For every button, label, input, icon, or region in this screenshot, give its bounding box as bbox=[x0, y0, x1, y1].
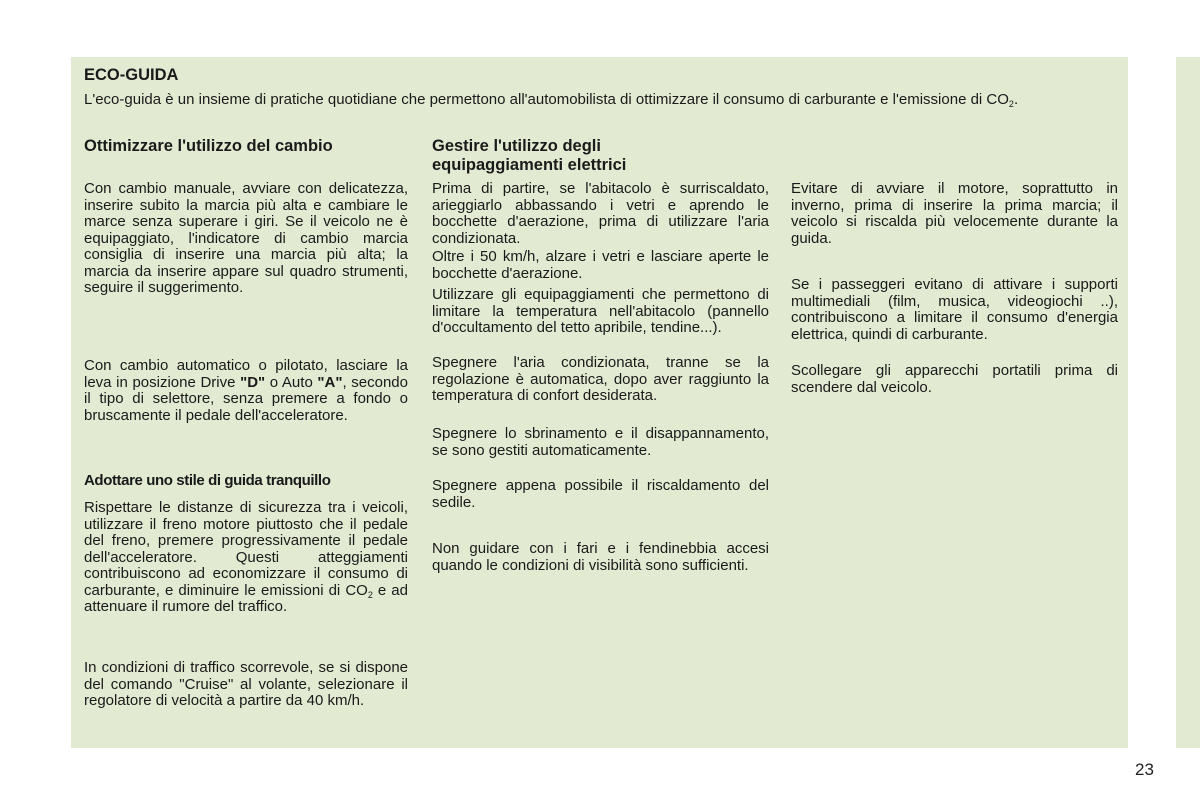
col1-p2-auto: "A" bbox=[317, 373, 343, 391]
col1-paragraph-1: Con cambio manuale, avviare con delicatezza, inserire subito la marcia più alta e cambiare le marce senza superare i giri. Se il veicolo ne è equipaggiato, l'indicatore di cambio marcia consiglia di inserire una marcia più alta; la marcia da inserire appare sul quadro strumenti, seguire il suggerimento. bbox=[84, 180, 408, 296]
page-title: ECO-GUIDA bbox=[84, 66, 179, 84]
col3-paragraph-1: Evitare di avviare il motore, soprattutto in inverno, prima di inserire la prima marcia; il veicolo si riscalda più velocemente durante la guida. bbox=[791, 180, 1118, 247]
col2-paragraph-7: Non guidare con i fari e i fendinebbia accesi quando le condizioni di visibilità sono sufficienti. bbox=[432, 540, 769, 574]
intro-main: L'eco-guida è un insieme di pratiche quotidiane che permettono all'automobilista di ottimizzare il consumo di carburante e l'emissione di CO bbox=[84, 91, 1009, 108]
col1-p3-main: Rispettare le distanze di sicurezza tra i veicoli, utilizzare il freno motore piuttosto che il pedale del freno, premere progressivamente il pedale dell'acceleratore. Questi atteggiamenti contribuiscono ad economizzare il consumo di carburante, e diminuire le emissioni di CO bbox=[84, 499, 408, 599]
col2-paragraph-6: Spegnere appena possibile il riscaldamento del sedile. bbox=[432, 477, 769, 511]
col2-title: Gestire l'utilizzo degli equipaggiamenti elettrici bbox=[432, 137, 627, 174]
col2-paragraph-4: Spegnere l'aria condizionata, tranne se la regolazione è automatica, dopo aver raggiunto la temperatura di confort desiderata. bbox=[432, 354, 769, 404]
col1-title: Ottimizzare l'utilizzo del cambio bbox=[84, 137, 333, 155]
col2-paragraph-1: Prima di partire, se l'abitacolo è surriscaldato, arieggiarlo abbassando i vetri e aprendo le bocchette d'aerazione, prima di utilizzare l'aria condizionata. bbox=[432, 180, 769, 247]
col3-paragraph-3: Scollegare gli apparecchi portatili prima di scendere dal veicolo. bbox=[791, 362, 1118, 396]
intro-text bbox=[84, 92, 1118, 108]
col3-paragraph-2: Se i passeggeri evitano di attivare i supporti multimediali (film, musica, videogiochi ..), contribuiscono a limitare il consumo d'energia elettrica, quindi di carburante. bbox=[791, 276, 1118, 343]
col1-paragraph-4: In condizioni di traffico scorrevole, se si dispone del comando "Cruise" al volante, selezionare il regolatore di velocità a partire da 40 km/h. bbox=[84, 659, 408, 709]
col1-paragraph-3 bbox=[84, 500, 408, 616]
col1-p3-subscript: 2 bbox=[367, 589, 373, 600]
col1-p2-part-e: , secondo il tipo di selettore, senza premere a fondo o bruscamente il pedale dell'acceleratore. bbox=[84, 373, 408, 424]
col1-subtitle: Adottare uno stile di guida tranquillo bbox=[84, 472, 331, 489]
col1-p3-end: e ad attenuare il rumore del traffico. bbox=[84, 581, 408, 615]
side-tab-strip bbox=[1176, 57, 1200, 748]
col1-p2-drive: "D" bbox=[240, 373, 266, 391]
col2-paragraph-2: Oltre i 50 km/h, alzare i vetri e lasciare aperte le bocchette d'aerazione. bbox=[432, 248, 769, 282]
col2-paragraph-5: Spegnere lo sbrinamento e il disappannamento, se sono gestiti automaticamente. bbox=[432, 425, 769, 459]
col1-p2-part-a: Con cambio automatico o pilotato, lasciare la leva in posizione Drive bbox=[84, 357, 408, 391]
intro-end: . bbox=[1013, 91, 1019, 108]
col2-paragraph-3: Utilizzare gli equipaggiamenti che permettono di limitare la temperatura nell'abitacolo (pannello d'occultamento del tetto apribile, tendine...). bbox=[432, 286, 769, 336]
page-number: 23 bbox=[1135, 760, 1154, 779]
col1-p2-part-c: o Auto bbox=[265, 373, 318, 391]
col1-paragraph-2 bbox=[84, 358, 408, 424]
intro-subscript: 2 bbox=[1008, 99, 1014, 109]
